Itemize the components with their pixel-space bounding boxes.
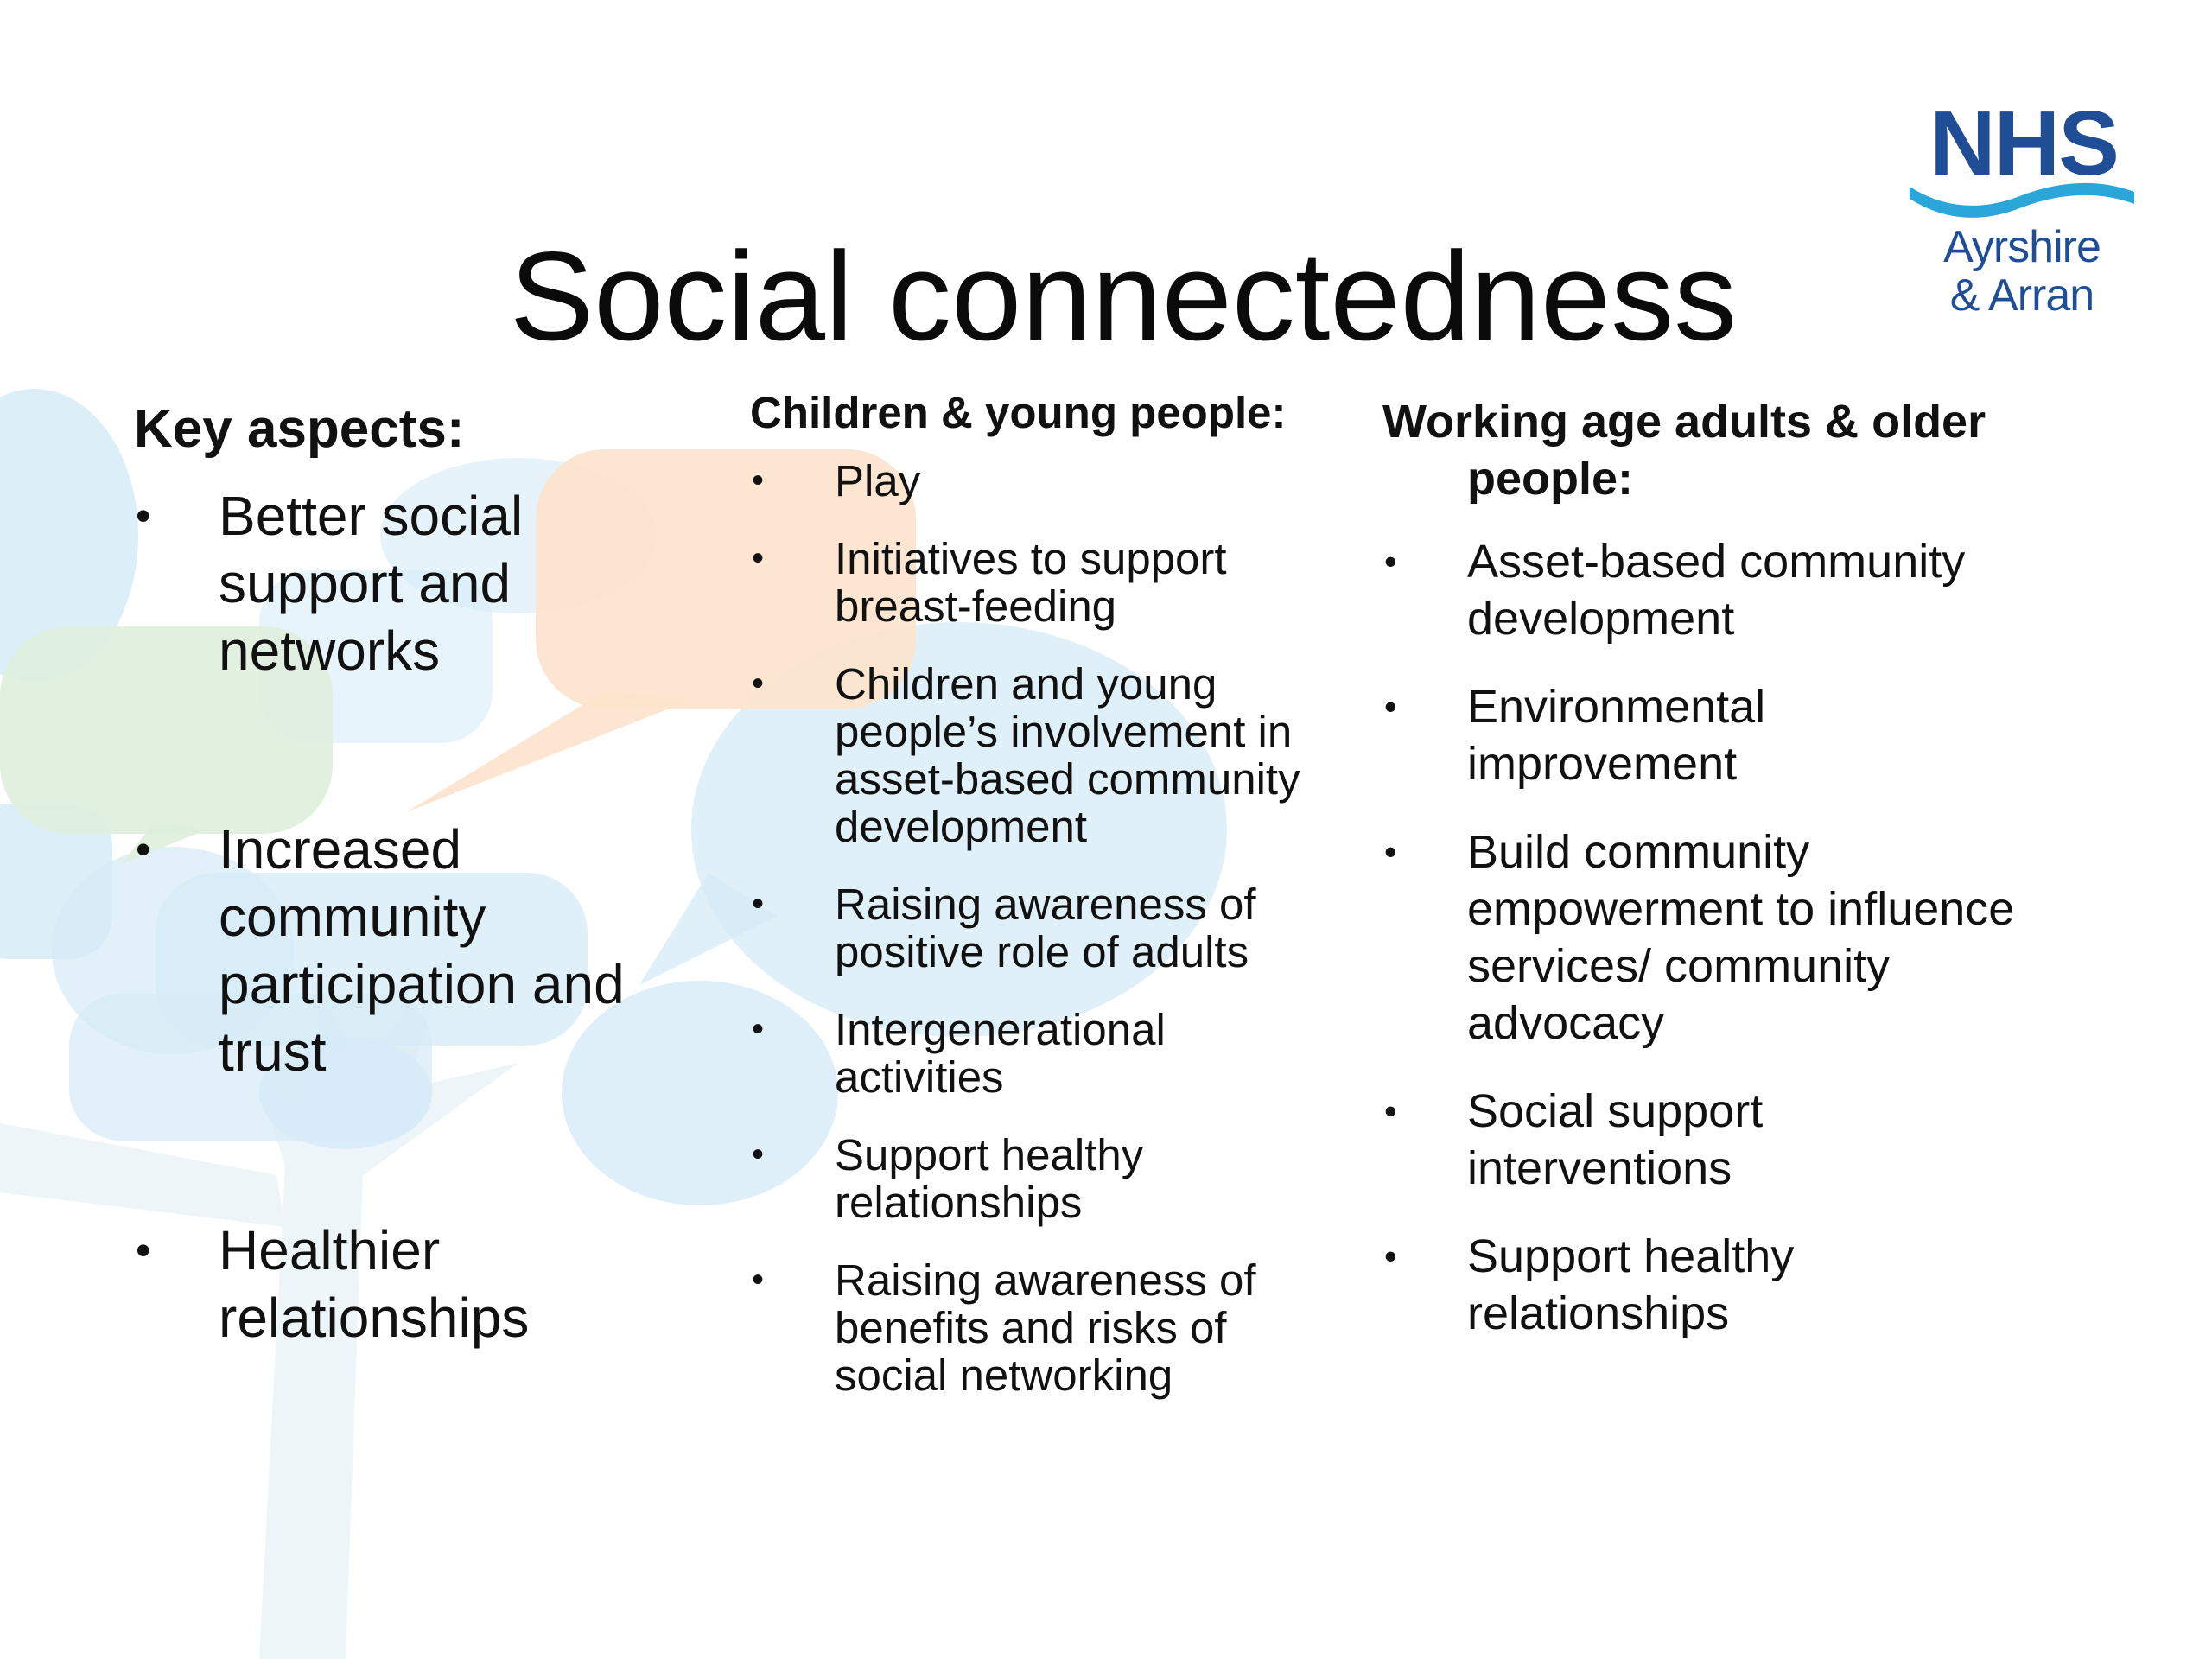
bullet-icon: • xyxy=(752,1010,765,1048)
children-heading: Children & young people: xyxy=(750,388,1287,437)
bullet-icon: • xyxy=(1384,1090,1397,1131)
list-item-text: Support healthy relationships xyxy=(835,1130,1144,1227)
list-item-text: Children and young people’s involvement in asset-based community development xyxy=(835,659,1300,851)
bullet-icon: • xyxy=(752,1135,765,1173)
list-item xyxy=(750,1256,1338,1399)
bullet-icon: • xyxy=(1384,686,1397,727)
list-item xyxy=(1382,1083,2022,1197)
list-item xyxy=(750,457,1338,505)
bullet-icon: • xyxy=(1384,831,1397,872)
logo-wave-icon xyxy=(1901,175,2143,226)
bullet-icon: • xyxy=(1384,541,1397,582)
list-item-text: Healthier relationships xyxy=(219,1219,530,1349)
list-item-text: Social support interventions xyxy=(1467,1085,1764,1194)
list-item xyxy=(750,1006,1338,1101)
list-item xyxy=(750,880,1338,976)
list-item-text: Asset-based community development xyxy=(1467,536,1966,645)
list-item-text: Raising awareness of benefits and risks of social networking xyxy=(835,1255,1256,1400)
list-item-text: Play xyxy=(835,456,921,505)
logo-nhs-text: NHS xyxy=(1929,92,2118,194)
list-item xyxy=(134,482,687,684)
logo-ayrshire-text: Ayrshire xyxy=(1943,222,2101,272)
list-item-text: Build community empowerment to influence services/ community advocacy xyxy=(1467,826,2015,1049)
bullet-icon: • xyxy=(136,492,151,540)
list-item xyxy=(750,535,1338,630)
bullet-icon: • xyxy=(752,885,765,923)
bullet-icon: • xyxy=(752,461,765,499)
logo-arran-text: & Arran xyxy=(1949,270,2094,321)
list-item xyxy=(1382,1228,2022,1342)
children-young-people-column xyxy=(750,385,1338,1429)
list-item-text: Support healthy relationships xyxy=(1467,1230,1795,1339)
key-aspects-list xyxy=(134,482,687,1351)
bullet-icon: • xyxy=(752,539,765,577)
list-item-text: Environmental improvement xyxy=(1467,681,1766,790)
key-aspects-column xyxy=(134,397,687,1351)
key-aspects-heading: Key aspects: xyxy=(134,399,465,459)
list-item-text: Intergenerational activities xyxy=(835,1005,1166,1102)
slide-title: Social connectedness xyxy=(509,225,1738,366)
list-item xyxy=(134,816,687,1085)
bullet-icon: • xyxy=(752,1261,765,1299)
children-list xyxy=(750,457,1338,1399)
bullet-icon: • xyxy=(136,825,151,874)
list-item xyxy=(750,660,1338,850)
working-age-adults-column xyxy=(1382,393,2022,1373)
list-item-text: Better social support and networks xyxy=(219,485,524,682)
list-item-text: Initiatives to support breast-feeding xyxy=(835,534,1227,631)
bullet-icon: • xyxy=(1384,1236,1397,1276)
list-item-text: Increased community participation and trust xyxy=(219,818,625,1083)
list-item xyxy=(1382,678,2022,792)
list-item xyxy=(750,1131,1338,1226)
bullet-icon: • xyxy=(752,664,765,702)
list-item xyxy=(1382,823,2022,1052)
adults-heading: Working age adults & older people: xyxy=(1382,396,1986,505)
list-item-text: Raising awareness of positive role of adults xyxy=(835,880,1256,976)
adults-list xyxy=(1382,533,2022,1342)
list-item xyxy=(134,1217,687,1351)
bullet-icon: • xyxy=(136,1226,151,1274)
list-item xyxy=(1382,533,2022,647)
nhs-logo xyxy=(1901,92,2143,328)
